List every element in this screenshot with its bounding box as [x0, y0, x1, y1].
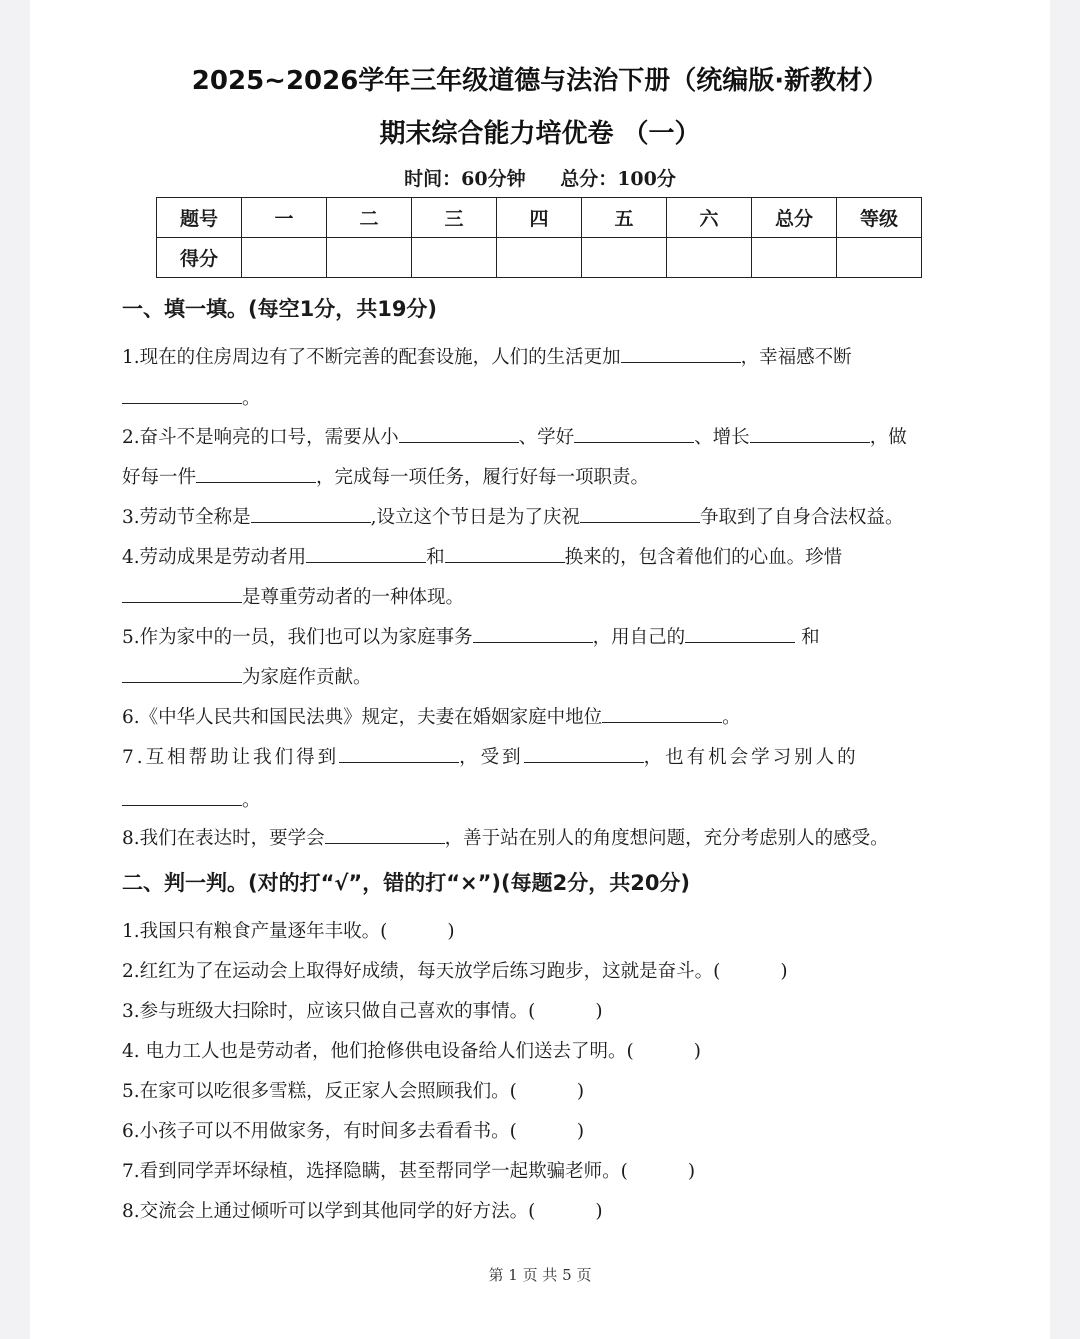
score-header-cell: 总分 — [752, 198, 837, 238]
score-header-cell: 六 — [667, 198, 752, 238]
score-table-header-row — [157, 198, 922, 238]
answer-blank — [621, 344, 741, 363]
score-header-cell: 等级 — [837, 198, 922, 238]
score-row-label: 得分 — [157, 238, 242, 278]
fill-question-5-cont: 为家庭作贡献。 — [122, 663, 958, 689]
answer-blank — [602, 704, 722, 723]
fill-question-1: 1.现在的住房周边有了不断完善的配套设施，人们的生活更加 ，幸福感不断 — [122, 343, 958, 369]
score-cell — [242, 238, 327, 278]
answer-blank — [574, 424, 694, 443]
time-label: 时间：60分钟 — [404, 168, 526, 190]
answer-blank — [122, 664, 242, 683]
exam-page — [30, 0, 1050, 1339]
judge-question-4: 4. 电力工人也是劳动者，他们抢修供电设备给人们送去了明。( ) — [122, 1041, 701, 1062]
judge-question-8: 8.交流会上通过倾听可以学到其他同学的好方法。( ) — [122, 1201, 603, 1222]
judge-question-7: 7.看到同学弄坏绿植，选择隐瞒，甚至帮同学一起欺骗老师。( ) — [122, 1161, 696, 1182]
answer-blank — [473, 624, 593, 643]
judge-question-6: 6.小孩子可以不用做家务，有时间多去看看书。( ) — [122, 1121, 585, 1142]
total-score-label: 总分：100分 — [560, 168, 676, 190]
fill-question-7: 7.互相帮助让我们得到 ，受到 ，也有机会学习别人的 — [122, 743, 958, 769]
answer-blank — [524, 744, 644, 763]
answer-blank — [306, 544, 426, 563]
score-header-cell: 五 — [582, 198, 667, 238]
score-header-cell: 一 — [242, 198, 327, 238]
score-cell — [667, 238, 752, 278]
fill-question-2-cont: 好每一件 ，完成每一项任务，履行好每一项职责。 — [122, 463, 958, 489]
answer-blank — [122, 584, 242, 603]
section1-title: 一、填一填。(每空1分，共19分) — [122, 297, 438, 321]
judge-question-5: 5.在家可以吃很多雪糕，反正家人会照顾我们。( ) — [122, 1081, 585, 1102]
fill-question-1-cont: 。 — [122, 384, 958, 410]
page-number: 第 1 页 共 5 页 — [488, 1266, 592, 1284]
fill-question-7-cont: 。 — [122, 786, 958, 812]
score-cell — [497, 238, 582, 278]
score-cell — [327, 238, 412, 278]
section2-title: 二、判一判。(对的打“√”，错的打“×”)(每题2分，共20分) — [122, 871, 691, 895]
score-header-cell: 二 — [327, 198, 412, 238]
score-table — [156, 197, 922, 278]
answer-blank — [445, 544, 565, 563]
answer-blank — [251, 504, 371, 523]
judge-question-1: 1.我国只有粮食产量逐年丰收。( ) — [122, 921, 455, 942]
score-header-cell: 题号 — [157, 198, 242, 238]
answer-blank — [399, 424, 519, 443]
answer-blank — [580, 504, 700, 523]
judge-question-3: 3.参与班级大扫除时，应该只做自己喜欢的事情。( ) — [122, 1001, 603, 1022]
score-header-cell: 三 — [412, 198, 497, 238]
exam-title: 2025~2026学年三年级道德与法治下册（统编版·新教材） — [191, 66, 889, 96]
fill-question-2: 2.奋斗不是响亮的口号，需要从小 、学好 、增长 ，做 — [122, 423, 958, 449]
fill-question-4: 4.劳动成果是劳动者用 和 换来的，包含着他们的心血。珍惜 — [122, 543, 958, 569]
answer-blank — [325, 825, 445, 844]
answer-blank — [196, 464, 316, 483]
fill-question-4-cont: 是尊重劳动者的一种体现。 — [122, 583, 958, 609]
exam-subtitle: 期末综合能力培优卷 （一） — [379, 119, 701, 149]
score-header-cell: 四 — [497, 198, 582, 238]
score-cell — [582, 238, 667, 278]
judge-question-2: 2.红红为了在运动会上取得好成绩，每天放学后练习跑步，这就是奋斗。( ) — [122, 961, 788, 982]
answer-blank — [122, 385, 242, 404]
answer-blank — [339, 744, 459, 763]
fill-question-8: 8.我们在表达时，要学会 ，善于站在别人的角度想问题，充分考虑别人的感受。 — [122, 824, 958, 850]
score-cell — [837, 238, 922, 278]
score-cell — [752, 238, 837, 278]
score-cell — [412, 238, 497, 278]
fill-question-3: 3.劳动节全称是 ,设立这个节日是为了庆祝 争取到了自身合法权益。 — [122, 503, 958, 529]
exam-meta — [30, 164, 1050, 191]
answer-blank — [685, 624, 795, 643]
fill-question-5: 5.作为家中的一员，我们也可以为家庭事务 ，用自己的 和 — [122, 623, 958, 649]
score-table-score-row — [157, 238, 922, 278]
answer-blank — [750, 424, 870, 443]
fill-question-6: 6.《中华人民共和国民法典》规定，夫妻在婚姻家庭中地位 。 — [122, 703, 958, 729]
answer-blank — [122, 787, 242, 806]
